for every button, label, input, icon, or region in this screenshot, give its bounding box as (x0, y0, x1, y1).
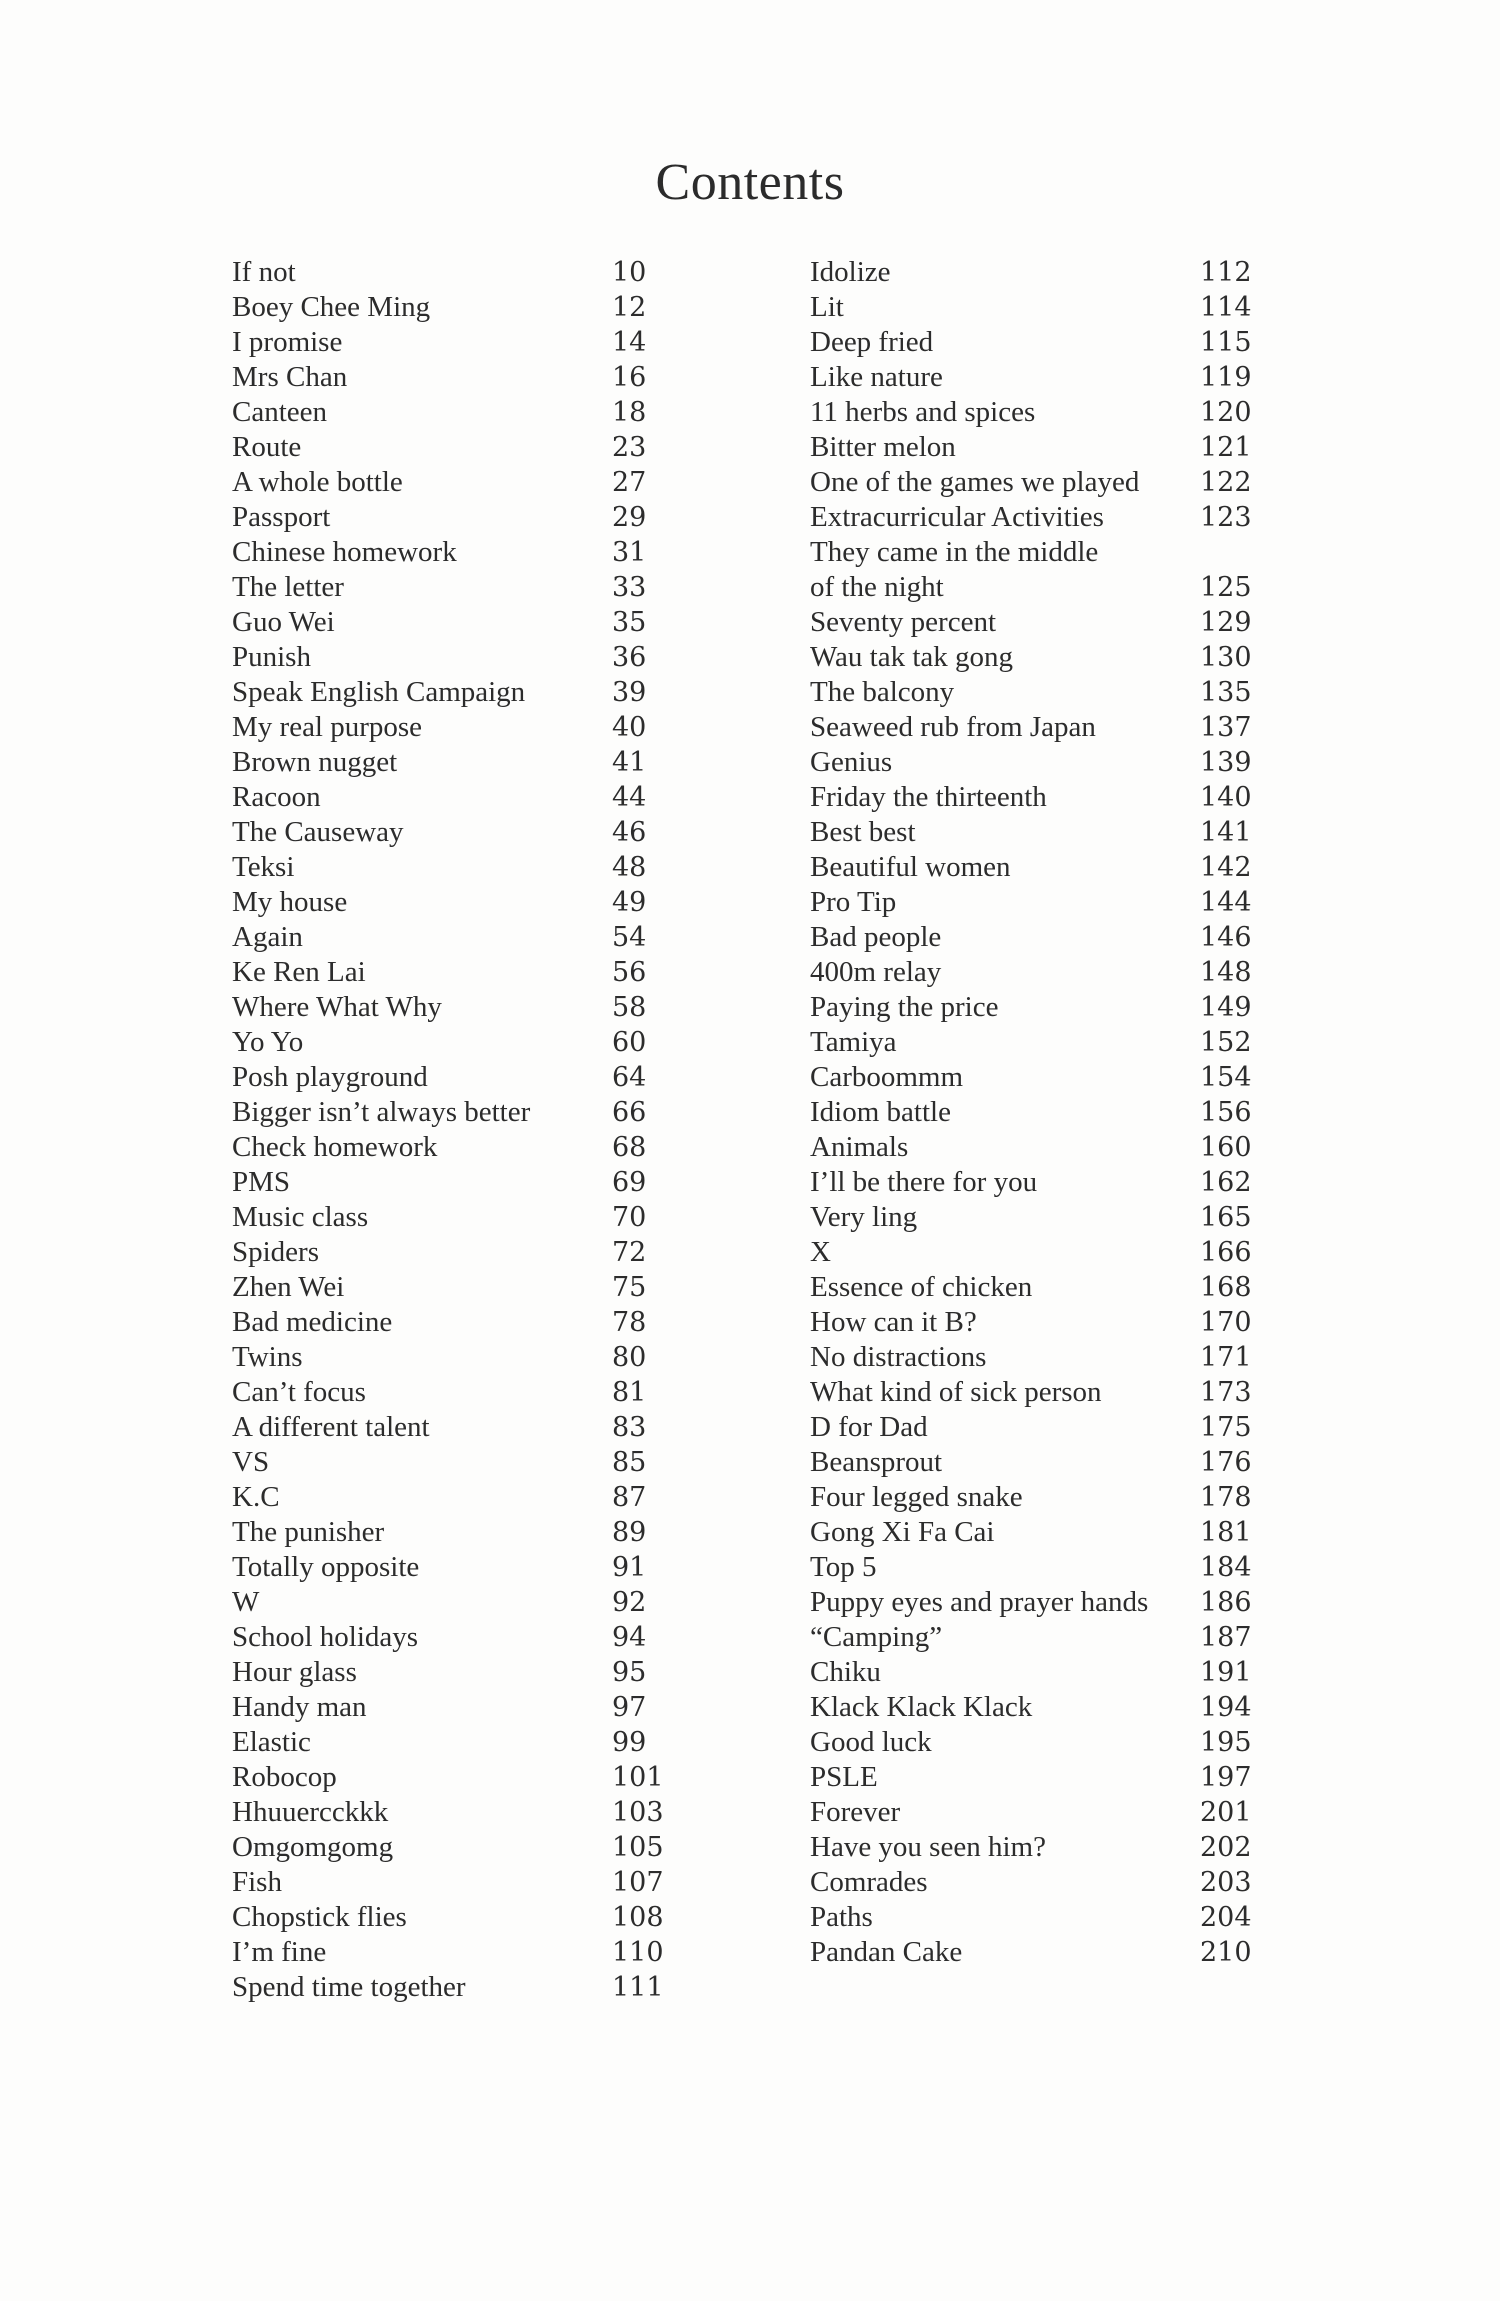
toc-entry-page-number: 83 (612, 1412, 647, 1443)
toc-entry-page-number: 187 (1200, 1622, 1252, 1653)
toc-entry (232, 1760, 672, 1795)
toc-entry-title: Pandan Cake (810, 1936, 963, 1968)
toc-entry (810, 955, 1260, 990)
toc-entry-title: 400m relay (810, 956, 942, 988)
toc-entry-page-number: 152 (1200, 1027, 1252, 1058)
toc-entry (810, 1795, 1260, 1830)
toc-entry (810, 1865, 1260, 1900)
toc-entry-page-number: 173 (1200, 1377, 1252, 1408)
toc-entry (232, 1235, 672, 1270)
toc-entry-title: Bigger isn’t always better (232, 1096, 531, 1128)
toc-entry-page-number: 33 (612, 572, 647, 603)
toc-entry-page-number: 119 (1200, 362, 1252, 393)
toc-entry-title: No distractions (810, 1341, 987, 1373)
toc-entry-page-number: 197 (1200, 1762, 1252, 1793)
toc-entry-title: Gong Xi Fa Cai (810, 1516, 995, 1548)
toc-entry-title: Can’t focus (232, 1376, 366, 1408)
toc-entry-title: Robocop (232, 1761, 337, 1793)
toc-entry (810, 500, 1260, 535)
toc-entry-title: Passport (232, 501, 331, 533)
toc-entry (810, 535, 1260, 570)
toc-entry-title: Forever (810, 1796, 901, 1828)
toc-entry (232, 360, 672, 395)
toc-entry-page-number: 146 (1200, 922, 1252, 953)
toc-entry (810, 815, 1260, 850)
toc-entry-title: Animals (810, 1131, 909, 1163)
toc-entry-title: Bad people (810, 921, 942, 953)
toc-entry-page-number: 10 (612, 257, 647, 288)
toc-entry-title: Top 5 (810, 1551, 877, 1583)
toc-entry-title: Guo Wei (232, 606, 335, 638)
toc-entry (810, 1060, 1260, 1095)
toc-entry-page-number: 16 (612, 362, 647, 393)
toc-entry-page-number: 148 (1200, 957, 1252, 988)
toc-entry-page-number: 46 (612, 817, 647, 848)
toc-entry-title: of the night (810, 571, 944, 603)
toc-entry-title: Chopstick flies (232, 1901, 407, 1933)
toc-entry-title: The balcony (810, 676, 955, 708)
toc-entry (232, 1515, 672, 1550)
toc-entry (810, 675, 1260, 710)
toc-entry-title: Friday the thirteenth (810, 781, 1047, 813)
toc-entry-page-number: 120 (1200, 397, 1252, 428)
toc-entry-page-number: 91 (612, 1552, 647, 1583)
toc-entry (810, 1375, 1260, 1410)
toc-entry-page-number: 89 (612, 1517, 647, 1548)
toc-entry-title: Where What Why (232, 991, 442, 1023)
toc-entry-title: Twins (232, 1341, 303, 1373)
toc-entry-title: Elastic (232, 1726, 311, 1758)
toc-entry-title: Idiom battle (810, 1096, 951, 1128)
toc-entry (810, 710, 1260, 745)
toc-entry (232, 1130, 672, 1165)
toc-entry-title: Speak English Campaign (232, 676, 526, 708)
toc-entry (810, 1025, 1260, 1060)
toc-entry-title: Pro Tip (810, 886, 897, 918)
toc-entry-title: Bad medicine (232, 1306, 393, 1338)
toc-entry (232, 1620, 672, 1655)
toc-entry-title: Ke Ren Lai (232, 956, 366, 988)
toc-entry-title: Spend time together (232, 1971, 466, 2003)
toc-entry-title: My real purpose (232, 711, 423, 743)
toc-entry-page-number: 195 (1200, 1727, 1252, 1758)
toc-entry-title: Comrades (810, 1866, 928, 1898)
toc-entry-page-number: 160 (1200, 1132, 1252, 1163)
toc-entry-title: Omgomgomg (232, 1831, 394, 1863)
toc-entry (232, 710, 672, 745)
toc-entry-page-number: 14 (612, 327, 647, 358)
toc-entry (810, 850, 1260, 885)
toc-entry-title: Genius (810, 746, 893, 778)
toc-entry-title: W (232, 1586, 260, 1618)
toc-entry (232, 1480, 672, 1515)
toc-entry (232, 1165, 672, 1200)
toc-entry-page-number: 81 (612, 1377, 647, 1408)
toc-entry (232, 1655, 672, 1690)
toc-entry-page-number: 54 (612, 922, 647, 953)
toc-entry (232, 395, 672, 430)
toc-entry (232, 500, 672, 535)
toc-entry-page-number: 95 (612, 1657, 647, 1688)
toc-entry-title: My house (232, 886, 348, 918)
toc-entry (232, 325, 672, 360)
toc-entry-title: Again (232, 921, 303, 953)
toc-entry-title: Hhuuercckkk (232, 1796, 389, 1828)
toc-entry (232, 815, 672, 850)
toc-entry-page-number: 60 (612, 1027, 647, 1058)
toc-entry (232, 1375, 672, 1410)
toc-entry-page-number: 56 (612, 957, 647, 988)
toc-entry-title: Essence of chicken (810, 1271, 1033, 1303)
toc-entry-page-number: 181 (1200, 1517, 1252, 1548)
toc-entry (232, 1410, 672, 1445)
toc-entry-page-number: 194 (1200, 1692, 1252, 1723)
toc-entry-page-number: 202 (1200, 1832, 1252, 1863)
toc-entry (810, 1445, 1260, 1480)
toc-entry-title: Beansprout (810, 1446, 943, 1478)
toc-entry-page-number: 108 (612, 1902, 664, 1933)
toc-entry-page-number: 80 (612, 1342, 647, 1373)
toc-entry-page-number: 27 (612, 467, 647, 498)
toc-entry-title: They came in the middle (810, 536, 1099, 568)
toc-entry (810, 1830, 1260, 1865)
toc-entry-page-number: 162 (1200, 1167, 1252, 1198)
toc-entry-page-number: 144 (1200, 887, 1252, 918)
toc-entry (810, 1235, 1260, 1270)
toc-entry (232, 990, 672, 1025)
toc-entry-page-number: 92 (612, 1587, 647, 1618)
toc-entry-page-number: 140 (1200, 782, 1252, 813)
toc-entry-page-number: 149 (1200, 992, 1252, 1023)
toc-entry-page-number: 78 (612, 1307, 647, 1338)
toc-entry (232, 570, 672, 605)
toc-entry-title: K.C (232, 1481, 280, 1513)
toc-entry-title: D for Dad (810, 1411, 928, 1443)
toc-entry-page-number: 166 (1200, 1237, 1252, 1268)
toc-entry-title: Spiders (232, 1236, 319, 1268)
toc-entry-page-number: 110 (612, 1937, 664, 1968)
toc-entry (232, 535, 672, 570)
toc-entry (232, 1025, 672, 1060)
toc-entry-title: Good luck (810, 1726, 932, 1758)
toc-entry (810, 1165, 1260, 1200)
toc-entry-title: The letter (232, 571, 344, 603)
toc-entry-title: Boey Chee Ming (232, 291, 431, 323)
toc-entry-page-number: 87 (612, 1482, 647, 1513)
toc-entry-title: Route (232, 431, 302, 463)
toc-entry-title: 11 herbs and spices (810, 396, 1036, 428)
toc-entry-page-number: 101 (612, 1762, 664, 1793)
toc-entry (232, 920, 672, 955)
toc-entry-page-number: 36 (612, 642, 647, 673)
toc-entry-page-number: 23 (612, 432, 647, 463)
toc-entry-title: Tamiya (810, 1026, 897, 1058)
toc-entry (232, 1830, 672, 1865)
toc-entry-page-number: 107 (612, 1867, 664, 1898)
toc-entry (810, 1305, 1260, 1340)
toc-entry-page-number: 40 (612, 712, 647, 743)
toc-entry-page-number: 176 (1200, 1447, 1252, 1478)
toc-entry-title: Wau tak tak gong (810, 641, 1014, 673)
toc-entry-title: Carboommm (810, 1061, 964, 1093)
toc-entry (232, 255, 672, 290)
toc-entry (810, 395, 1260, 430)
toc-entry-page-number: 203 (1200, 1867, 1252, 1898)
toc-entry (232, 1200, 672, 1235)
toc-entry-title: Deep fried (810, 326, 934, 358)
toc-entry-title: Klack Klack Klack (810, 1691, 1033, 1723)
toc-entry (232, 290, 672, 325)
toc-entry-page-number: 97 (612, 1692, 647, 1723)
toc-entry (232, 1095, 672, 1130)
toc-entry-title: Very ling (810, 1201, 918, 1233)
toc-entry (810, 920, 1260, 955)
toc-entry-page-number: 123 (1200, 502, 1252, 533)
toc-entry-page-number: 184 (1200, 1552, 1252, 1583)
toc-entry-page-number: 186 (1200, 1587, 1252, 1618)
toc-entry-page-number: 154 (1200, 1062, 1252, 1093)
toc-entry (232, 1340, 672, 1375)
toc-entry-page-number: 139 (1200, 747, 1252, 778)
toc-entry (232, 1445, 672, 1480)
toc-entry-page-number: 64 (612, 1062, 647, 1093)
toc-entry (232, 430, 672, 465)
toc-entry-page-number: 105 (612, 1832, 664, 1863)
toc-entry (810, 990, 1260, 1025)
toc-entry-page-number: 210 (1200, 1937, 1252, 1968)
toc-entry-title: Teksi (232, 851, 295, 883)
toc-entry-page-number: 122 (1200, 467, 1252, 498)
toc-entry (232, 675, 672, 710)
toc-entry (232, 955, 672, 990)
toc-entry-title: Paths (810, 1901, 873, 1933)
toc-entry-page-number: 49 (612, 887, 647, 918)
toc-entry-title: PMS (232, 1166, 291, 1198)
toc-entry (810, 640, 1260, 675)
toc-entry-title: Best best (810, 816, 916, 848)
toc-entry (810, 1620, 1260, 1655)
toc-entry-title: The Causeway (232, 816, 404, 848)
toc-entry-title: School holidays (232, 1621, 419, 1653)
toc-entry-title: PSLE (810, 1761, 878, 1793)
toc-entry-title: Bitter melon (810, 431, 956, 463)
toc-entry-title: “Camping” (810, 1621, 943, 1653)
toc-entry-title: Mrs Chan (232, 361, 348, 393)
toc-entry-title: X (810, 1236, 831, 1268)
toc-entry-title: Totally opposite (232, 1551, 420, 1583)
toc-entry (810, 255, 1260, 290)
toc-entry (810, 570, 1260, 605)
toc-entry (810, 1130, 1260, 1165)
toc-entry-page-number: 170 (1200, 1307, 1252, 1338)
toc-entry-title: Like nature (810, 361, 943, 393)
toc-entry (810, 1550, 1260, 1585)
toc-entry (810, 1760, 1260, 1795)
toc-entry (232, 1970, 672, 2005)
toc-entry-page-number: 114 (1200, 292, 1252, 323)
toc-entry (810, 430, 1260, 465)
toc-entry-title: VS (232, 1446, 270, 1478)
toc-entry (810, 1340, 1260, 1375)
toc-entry-title: If not (232, 256, 296, 288)
toc-entry (232, 850, 672, 885)
toc-entry (810, 1410, 1260, 1445)
toc-entry-title: Fish (232, 1866, 282, 1898)
toc-entry-page-number: 191 (1200, 1657, 1252, 1688)
toc-entry (232, 1935, 672, 1970)
toc-entry-page-number: 70 (612, 1202, 647, 1233)
toc-entry-page-number: 12 (612, 292, 647, 323)
toc-entry-title: Punish (232, 641, 311, 673)
toc-entry-page-number: 75 (612, 1272, 647, 1303)
toc-entry-title: Racoon (232, 781, 321, 813)
toc-entry-title: Seaweed rub from Japan (810, 711, 1096, 743)
toc-entry-title: I’ll be there for you (810, 1166, 1038, 1198)
toc-entry-page-number: 48 (612, 852, 647, 883)
page-title: Contents (655, 154, 845, 211)
toc-entry-page-number: 156 (1200, 1097, 1252, 1128)
toc-entry-page-number: 130 (1200, 642, 1252, 673)
toc-entry (810, 605, 1260, 640)
toc-entry-title: Paying the price (810, 991, 999, 1023)
toc-entry (232, 1060, 672, 1095)
toc-right-column (810, 255, 1260, 1970)
toc-entry (810, 1095, 1260, 1130)
toc-entry-page-number: 175 (1200, 1412, 1252, 1443)
toc-entry (810, 1935, 1260, 1970)
toc-entry (232, 780, 672, 815)
toc-entry-title: Posh playground (232, 1061, 428, 1093)
toc-entry (810, 745, 1260, 780)
toc-entry-page-number: 137 (1200, 712, 1252, 743)
toc-entry-page-number: 204 (1200, 1902, 1252, 1933)
toc-entry-title: Music class (232, 1201, 369, 1233)
toc-entry-title: Four legged snake (810, 1481, 1023, 1513)
toc-entry-title: Seventy percent (810, 606, 997, 638)
toc-entry (232, 605, 672, 640)
toc-left-column (232, 255, 672, 2005)
toc-entry-title: Chinese homework (232, 536, 457, 568)
toc-entry-title: Canteen (232, 396, 328, 428)
toc-entry-page-number: 201 (1200, 1797, 1252, 1828)
toc-entry-page-number: 68 (612, 1132, 647, 1163)
toc-entry-page-number: 29 (612, 502, 647, 533)
toc-entry (232, 1550, 672, 1585)
toc-entry (232, 1270, 672, 1305)
toc-entry-page-number: 115 (1200, 327, 1252, 358)
toc-entry (232, 745, 672, 780)
toc-entry-page-number: 112 (1200, 257, 1252, 288)
toc-entry-page-number: 41 (612, 747, 647, 778)
toc-entry-title: Yo Yo (232, 1026, 304, 1058)
toc-entry-page-number: 94 (612, 1622, 647, 1653)
toc-entry-page-number: 35 (612, 607, 647, 638)
toc-entry (810, 1690, 1260, 1725)
toc-entry-page-number: 39 (612, 677, 647, 708)
toc-entry-title: Puppy eyes and prayer hands (810, 1586, 1149, 1618)
toc-entry-page-number: 103 (612, 1797, 664, 1828)
toc-entry (810, 1270, 1260, 1305)
toc-entry-title: Hour glass (232, 1656, 357, 1688)
toc-entry-title: I’m fine (232, 1936, 327, 1968)
toc-entry-title: Handy man (232, 1691, 367, 1723)
toc-entry (810, 780, 1260, 815)
toc-entry (232, 1725, 672, 1760)
toc-entry-page-number: 168 (1200, 1272, 1252, 1303)
toc-entry-page-number: 125 (1200, 572, 1252, 603)
toc-entry (810, 290, 1260, 325)
toc-entry (810, 1725, 1260, 1760)
toc-entry (810, 1585, 1260, 1620)
toc-entry (810, 465, 1260, 500)
toc-entry-title: Brown nugget (232, 746, 398, 778)
toc-entry-title: Have you seen him? (810, 1831, 1046, 1863)
toc-entry-title: Beautiful women (810, 851, 1011, 883)
toc-entry (810, 1480, 1260, 1515)
toc-entry-page-number: 99 (612, 1727, 647, 1758)
toc-entry (232, 1305, 672, 1340)
toc-entry-title: A whole bottle (232, 466, 403, 498)
toc-entry (232, 640, 672, 675)
toc-entry (232, 1690, 672, 1725)
toc-entry-title: Zhen Wei (232, 1271, 345, 1303)
toc-entry-title: Check homework (232, 1131, 438, 1163)
toc-entry-page-number: 85 (612, 1447, 647, 1478)
toc-entry (232, 1865, 672, 1900)
toc-entry-title: One of the games we played (810, 466, 1140, 498)
toc-entry (232, 1585, 672, 1620)
toc-entry-page-number: 142 (1200, 852, 1252, 883)
toc-entry (810, 325, 1260, 360)
toc-entry-page-number: 121 (1200, 432, 1252, 463)
toc-entry-title: What kind of sick person (810, 1376, 1102, 1408)
toc-entry (810, 1900, 1260, 1935)
toc-entry-page-number: 135 (1200, 677, 1252, 708)
toc-entry-page-number: 111 (612, 1972, 664, 2003)
toc-entry (232, 885, 672, 920)
toc-entry (232, 465, 672, 500)
toc-entry-title: Lit (810, 291, 844, 323)
toc-entry-title: How can it B? (810, 1306, 977, 1338)
toc-entry (810, 885, 1260, 920)
toc-entry-page-number: 66 (612, 1097, 647, 1128)
toc-entry-page-number: 178 (1200, 1482, 1252, 1513)
toc-entry-page-number: 69 (612, 1167, 647, 1198)
toc-entry-page-number: 31 (612, 537, 647, 568)
toc-entry (232, 1900, 672, 1935)
toc-entry (810, 360, 1260, 395)
toc-entry-title: I promise (232, 326, 343, 358)
toc-entry (810, 1655, 1260, 1690)
toc-entry (232, 1795, 672, 1830)
toc-entry-title: Chiku (810, 1656, 881, 1688)
toc-entry-page-number: 44 (612, 782, 647, 813)
toc-entry-page-number: 141 (1200, 817, 1252, 848)
toc-entry-page-number: 58 (612, 992, 647, 1023)
toc-entry-title: Extracurricular Activities (810, 501, 1104, 533)
toc-entry-title: A different talent (232, 1411, 430, 1443)
toc-entry-page-number: 171 (1200, 1342, 1252, 1373)
toc-entry-title: Idolize (810, 256, 891, 288)
toc-entry-page-number: 129 (1200, 607, 1252, 638)
toc-entry-page-number: 72 (612, 1237, 647, 1268)
toc-entry (810, 1200, 1260, 1235)
toc-entry-title: The punisher (232, 1516, 385, 1548)
toc-entry (810, 1515, 1260, 1550)
toc-entry-page-number: 165 (1200, 1202, 1252, 1233)
toc-entry-page-number: 18 (612, 397, 647, 428)
